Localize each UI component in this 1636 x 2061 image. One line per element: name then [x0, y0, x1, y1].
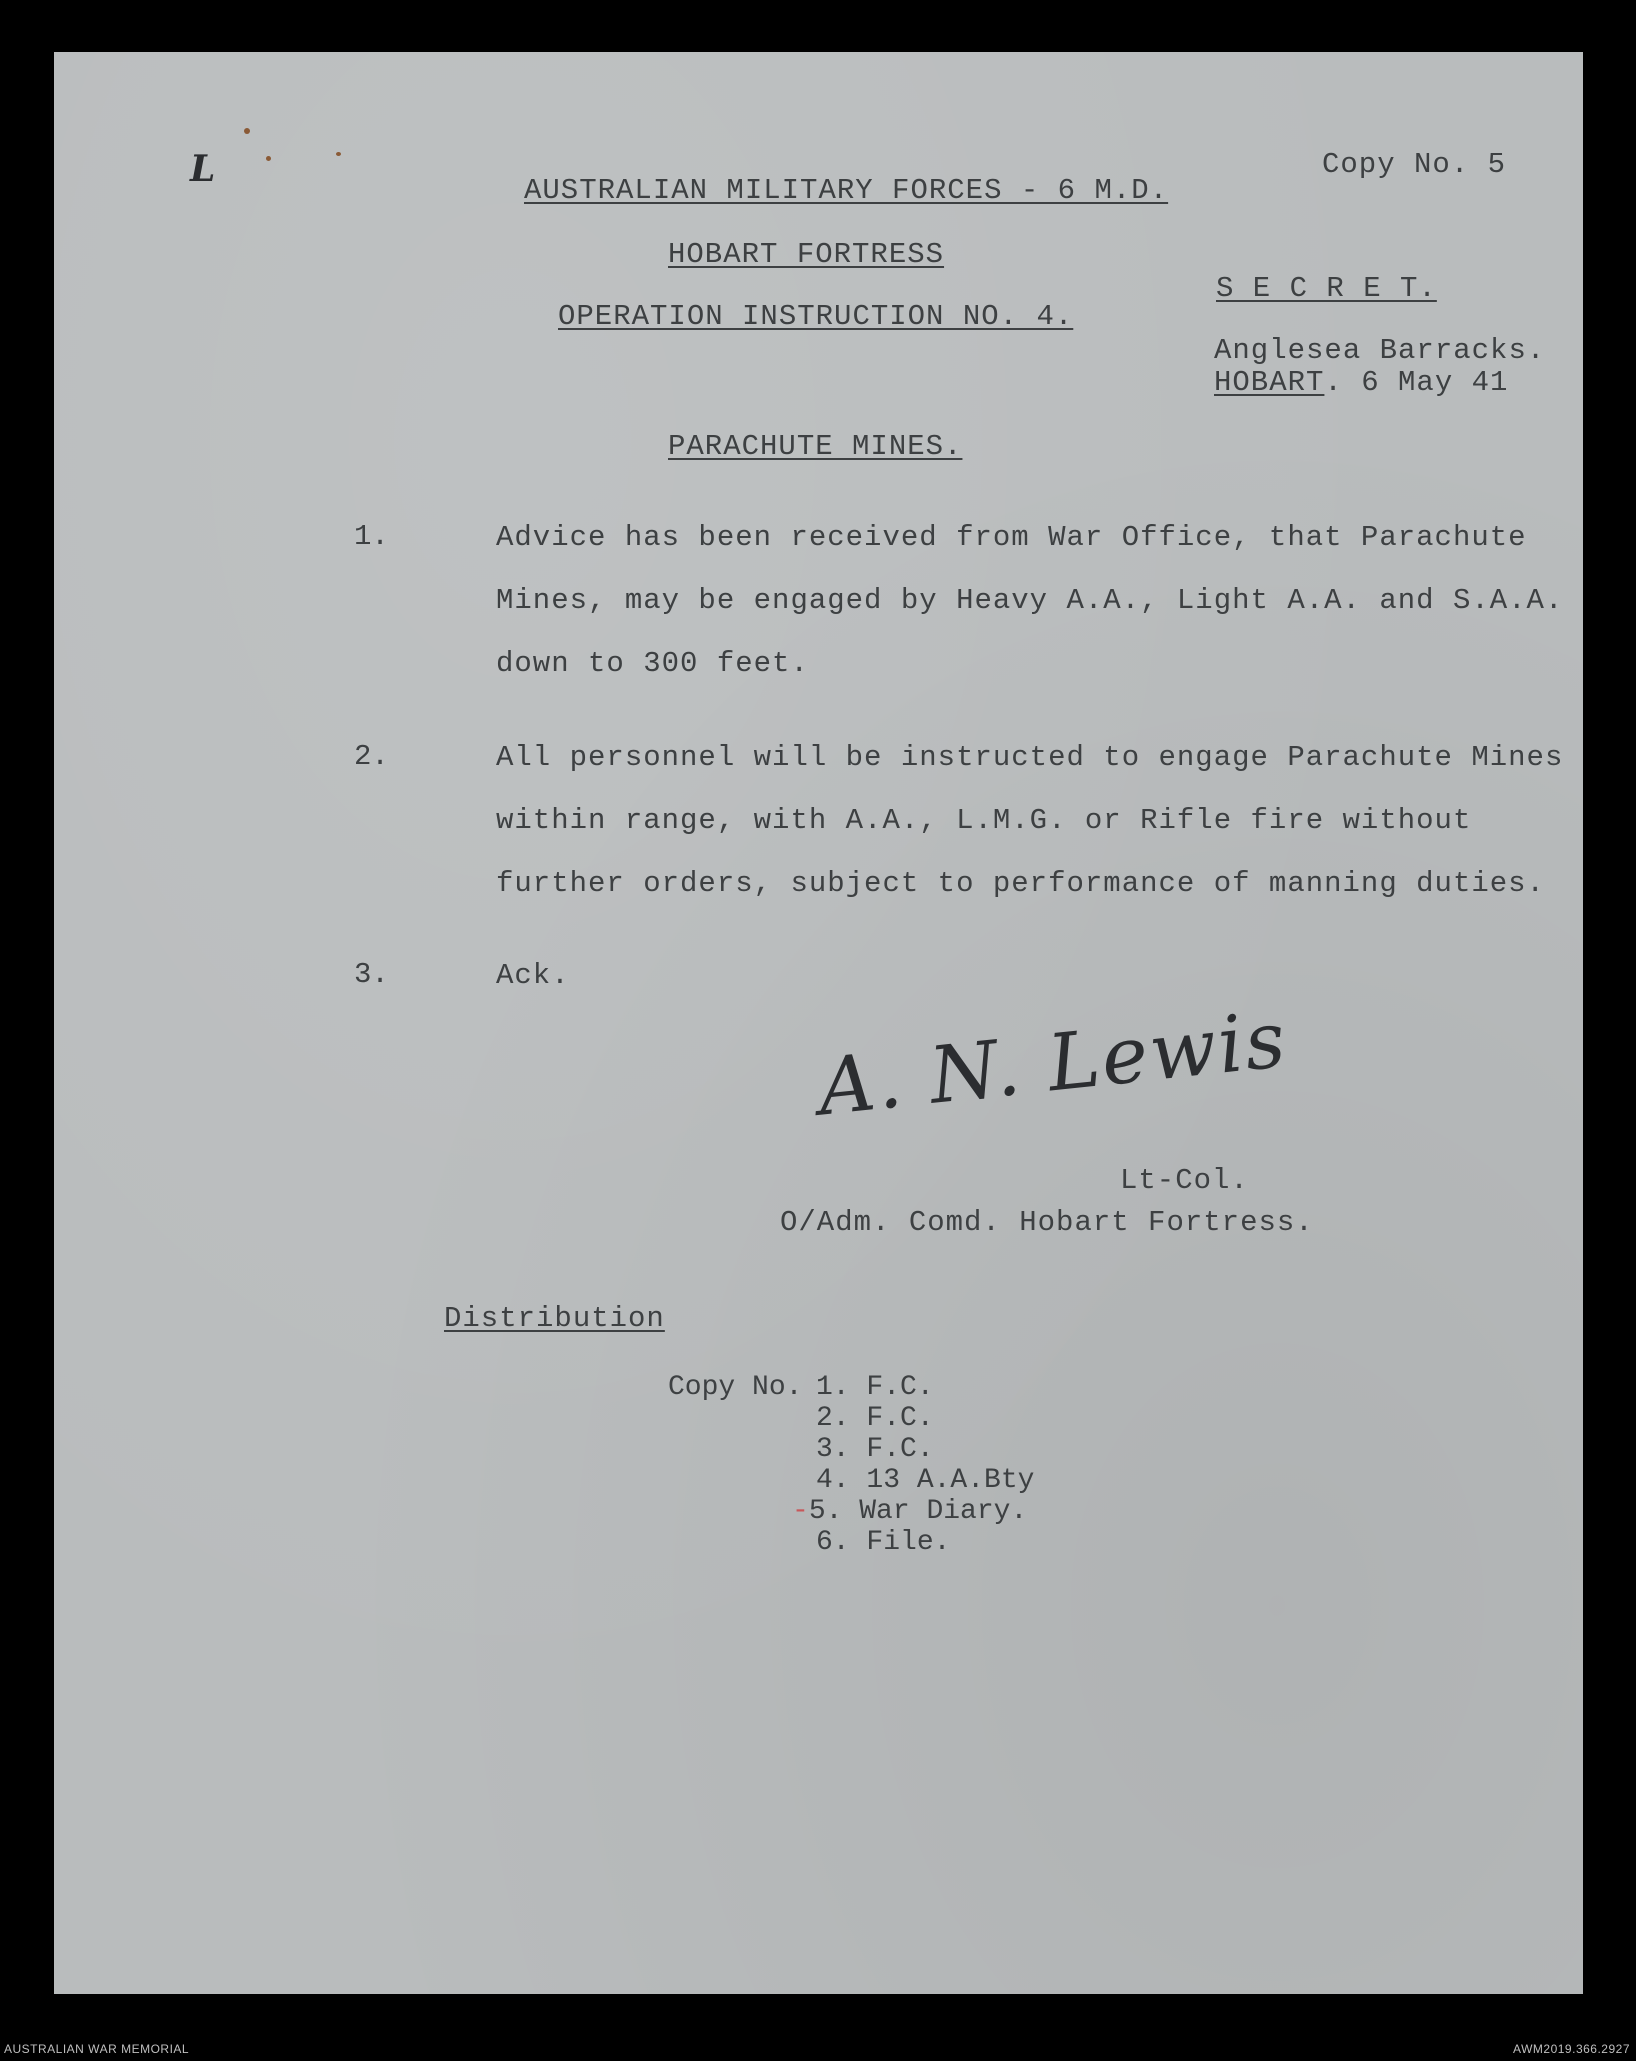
distribution-heading: Distribution: [444, 1302, 665, 1335]
entry-number: 5.: [808, 1496, 843, 1527]
entry-recipient: War Diary.: [859, 1496, 1028, 1527]
footer-credit: AUSTRALIAN WAR MEMORIAL: [4, 2042, 190, 2056]
paragraph-number: 1.: [354, 520, 389, 553]
paragraph-number: 3.: [354, 958, 389, 991]
corner-mark: L: [190, 148, 217, 190]
distribution-entry: [816, 1403, 934, 1434]
header-line-3: OPERATION INSTRUCTION NO. 4.: [558, 300, 1074, 333]
appointment: O/Adm. Comd. Hobart Fortress.: [780, 1206, 1314, 1239]
date: . 6 May 41: [1324, 366, 1509, 399]
paragraph-2: All personnel will be instructed to engage Parachute Mines within range, with A.A., L.M.G. or Rifle fire without further orders, subject to performance of manning duties.: [496, 741, 1564, 900]
rust-spot: [266, 156, 271, 161]
footer-accession-number: AWM2019.366.2927: [1513, 2042, 1630, 2056]
entry-recipient: F.C.: [866, 1372, 934, 1403]
paragraph-3: Ack.: [496, 959, 570, 992]
distribution-copy-label: Copy No.: [668, 1372, 803, 1403]
rust-spot: [244, 128, 250, 134]
place: HOBART: [1214, 366, 1325, 399]
distribution-entry: [816, 1434, 934, 1465]
entry-recipient: F.C.: [866, 1434, 934, 1465]
entry-number: 2.: [816, 1403, 850, 1434]
distribution-entry: [816, 1465, 1034, 1496]
entry-recipient: 13 A.A.Bty: [866, 1465, 1035, 1496]
signature: A. N. Lewis: [814, 994, 1292, 1134]
entry-number: 4.: [816, 1465, 850, 1496]
subject: PARACHUTE MINES.: [668, 430, 963, 463]
header-line-1: AUSTRALIAN MILITARY FORCES - 6 M.D.: [524, 174, 1169, 207]
entry-recipient: F.C.: [866, 1403, 934, 1434]
entry-number: 1.: [816, 1372, 850, 1403]
paragraph-1: Advice has been received from War Office, that Parachute Mines, may be engaged by Heavy A.A., Light A.A. and S.A.A. down to 300 feet.: [496, 521, 1564, 680]
copy-number: Copy No. 5: [1322, 148, 1507, 181]
entry-number: 3.: [816, 1434, 850, 1465]
location: Anglesea Barracks.: [1214, 334, 1546, 367]
rank: Lt-Col.: [1120, 1164, 1249, 1197]
classification: S E C R E T.: [1216, 272, 1437, 305]
distribution-entry: [816, 1372, 934, 1403]
red-tick-mark: -: [792, 1496, 809, 1527]
date-line: [1214, 366, 1508, 399]
entry-number: 6.: [816, 1527, 850, 1558]
document-page: [54, 52, 1583, 1994]
distribution-entry: [792, 1496, 1027, 1527]
entry-recipient: File.: [866, 1527, 951, 1558]
paragraph-number: 2.: [354, 740, 389, 773]
distribution-entry: [816, 1527, 950, 1558]
rust-spot: [336, 152, 341, 156]
header-line-2: HOBART FORTRESS: [668, 238, 945, 271]
